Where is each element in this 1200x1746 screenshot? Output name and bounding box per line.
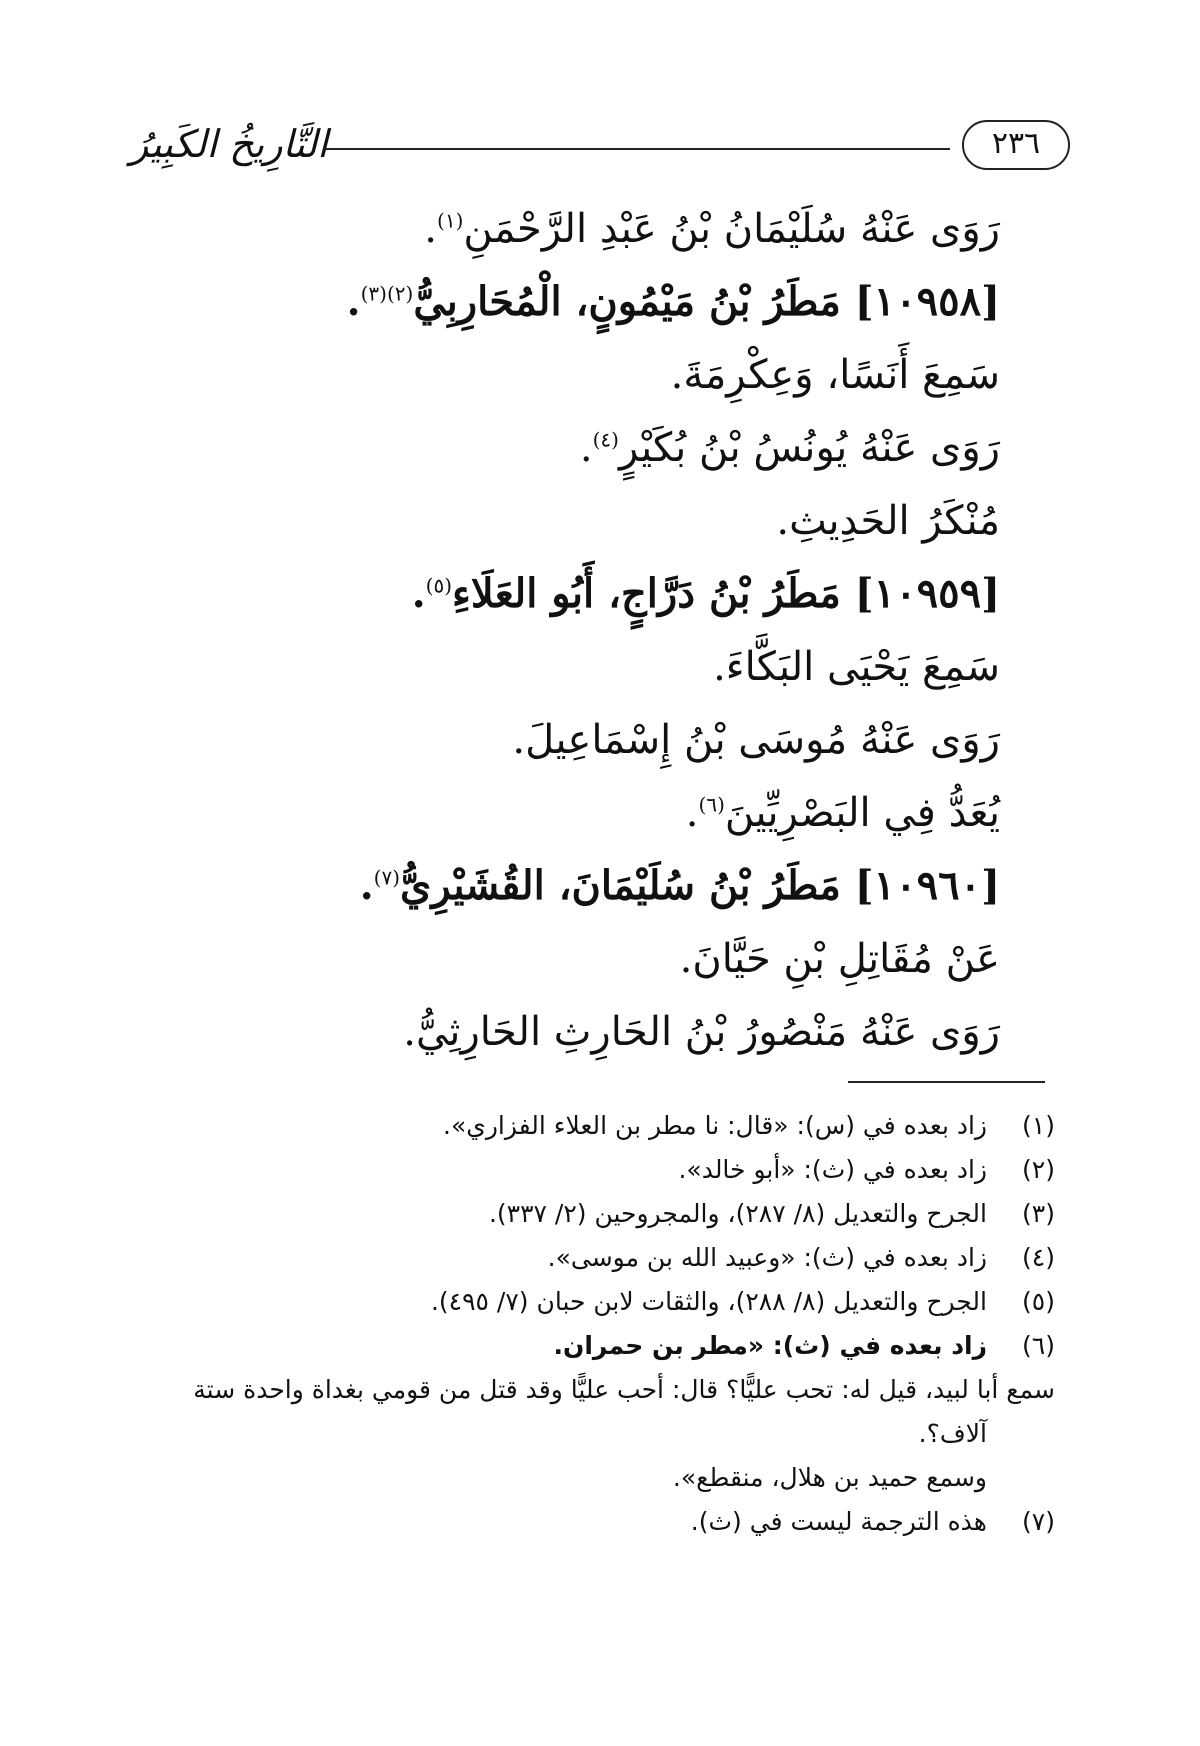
- footnote-item: [145, 1236, 1055, 1280]
- footnote-continuation: آلاف؟.: [918, 1419, 987, 1448]
- text-line: سَمِعَ أَنَسًا، وَعِكْرِمَةَ.: [670, 352, 1000, 398]
- footnote-item: [145, 1280, 1055, 1324]
- entry-heading: [١٠٩٥٩] مَطَرُ بْنُ دَرَّاجٍ، أَبُو العَلَاءِ$^{(٥)}$.: [411, 570, 1000, 617]
- footnote-ref[interactable]: (٧): [373, 865, 401, 890]
- footnote-item: [145, 1324, 1055, 1368]
- footnote-text: هذه الترجمة ليست في (ث).: [690, 1507, 987, 1536]
- running-title: التَّارِيخُ الكَبِيرُ: [130, 122, 328, 166]
- footnote-ref[interactable]: (٢)(٣): [360, 281, 414, 306]
- footnote-number: (٤): [1022, 1243, 1055, 1272]
- footnote-item: [145, 1192, 1055, 1236]
- footnote-number: (٣): [1022, 1199, 1055, 1228]
- footnote-ref[interactable]: (٥): [425, 573, 453, 598]
- footnote-number: (١): [1022, 1111, 1055, 1140]
- page-header: [130, 120, 1070, 180]
- footnotes: [145, 1104, 1055, 1544]
- footnote-text: الجرح والتعديل (٨/ ٢٨٨)، والثقات لابن حبان (٧/ ٤٩٥).: [430, 1287, 987, 1316]
- footnote-number: (٦): [1022, 1331, 1055, 1360]
- text-line: مُنْكَرُ الحَدِيثِ.: [776, 498, 1000, 544]
- footnote-text: زاد بعده في (ث): «مطر بن حمران.: [553, 1331, 987, 1360]
- footnote-number: (٥): [1022, 1287, 1055, 1316]
- text-line: رَوَى عَنْهُ يُونُسُ بْنُ بُكَيْرٍ$^{(٤)}$.: [579, 425, 1000, 471]
- text-line: يُعَدُّ فِي البَصْرِيِّينَ$^{(٦)}$.: [685, 790, 1000, 836]
- page-number: ٢٣٦: [962, 120, 1070, 170]
- footnote-ref[interactable]: (١): [437, 208, 464, 233]
- footnote-text: زاد بعده في (ث): «أبو خالد».: [678, 1155, 987, 1184]
- footnote-continuation: سمع أبا لبيد، قيل له: تحب عليًّا؟ قال: أحب عليًّا وقد قتل من قومي بغداة واحدة ستة: [193, 1375, 1055, 1404]
- footnote-item: [145, 1148, 1055, 1192]
- footnote-ref[interactable]: (٤): [592, 427, 619, 452]
- footnote-continuation: وسمع حميد بن هلال، منقطع».: [672, 1463, 987, 1492]
- footnote-number: (٧): [1022, 1507, 1055, 1536]
- text-line: سَمِعَ يَحْيَى البَكَّاءَ.: [713, 644, 1000, 690]
- footnote-text: زاد بعده في (ث): «وعبيد الله بن موسى».: [547, 1243, 987, 1272]
- footnote-item: [145, 1104, 1055, 1148]
- entry-heading: [١٠٩٦٠] مَطَرُ بْنُ سُلَيْمَانَ، القُشَيْرِيُّ$^{(٧)}$.: [359, 862, 1000, 909]
- header-rule: [325, 148, 950, 150]
- footnote-item: [145, 1500, 1055, 1544]
- text-line: رَوَى عَنْهُ مُوسَى بْنُ إِسْمَاعِيلَ.: [512, 717, 1000, 763]
- footnote-text: الجرح والتعديل (٨/ ٢٨٧)، والمجروحين (٢/ ٣٣٧).: [488, 1199, 987, 1228]
- footnote-separator: [848, 1081, 1045, 1083]
- footnote-ref[interactable]: (٦): [698, 792, 725, 817]
- entry-heading: [١٠٩٥٨] مَطَرُ بْنُ مَيْمُونٍ، الْمُحَارِبِيُّ$^{(٢)(٣)}$.: [346, 278, 1000, 325]
- footnote-text: زاد بعده في (س): «قال: نا مطر بن العلاء الفزاري».: [443, 1111, 987, 1140]
- footnote-number: (٢): [1022, 1155, 1055, 1184]
- text-line: رَوَى عَنْهُ مَنْصُورُ بْنُ الحَارِثِ الحَارِثِيُّ.: [403, 1009, 1000, 1055]
- text-line: عَنْ مُقَاتِلِ بْنِ حَيَّانَ.: [679, 936, 1000, 982]
- main-text: [140, 196, 1000, 1072]
- text-line: رَوَى عَنْهُ سُلَيْمَانُ بْنُ عَبْدِ الرَّحْمَنِ$^{(١)}$.: [424, 206, 1000, 252]
